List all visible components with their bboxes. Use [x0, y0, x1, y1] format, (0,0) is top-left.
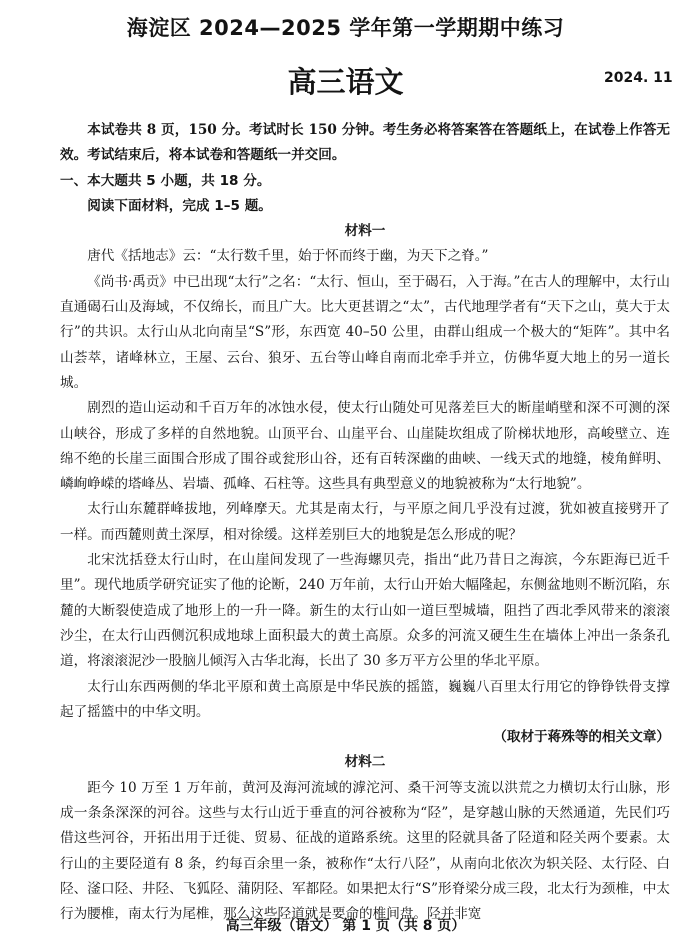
- material-one-title: 材料一: [344, 223, 386, 240]
- paragraph: 太行山东麓群峰拔地，列峰摩天。尤其是南太行，与平原之间几乎没有过渡，犹如被直接劈开了一样。而西麓则黄土深厚，相对徐缓。这样差别巨大的地貌是怎么形成的呢？: [60, 501, 670, 543]
- exam-title: 海淀区 2024—2025 学年第一学期期中练习: [126, 16, 565, 40]
- page-footer: 高三年级（语文） 第 1 页（共 8 页）: [225, 918, 466, 934]
- paragraph: 太行山东西两侧的华北平原和黄土高原是中华民族的摇篮，巍巍八百里太行用它的铮铮铁骨支撑起了摇篮中的中华文明。: [60, 678, 670, 720]
- subject-title: 高三语文: [287, 65, 404, 99]
- reading-instruction: 阅读下面材料，完成 1–5 题。: [87, 197, 272, 214]
- material-source: （取材于蒋殊等的相关文章）: [493, 729, 670, 746]
- exam-instructions: 本试卷共 8 页，150 分。考试时长 150 分钟。考生务必将答案答在答题纸上，在试卷上作答无效。考试结束后，将本试卷和答题纸一并交回。: [60, 122, 670, 164]
- paragraph: 《尚书·禹贡》中已出现“太行”之名：“太行、恒山，至于碣石，入于海。”在古人的理解中，太行山直通碣石山及海域，不仅绵长，而且广大。比大更甚谓之“太”，古代地理学者有“天下之山，莫大于太行”的共识。太行山从北向南呈“S”形，东西宽 40–50 公里，由群山组成一个极大的“矩阵”。其中名山荟萃，诸峰林立，王屋、云台、狼牙、五台等山峰自南而北牵手并立，仿佛华夏大地上的另一道长城。: [60, 273, 670, 391]
- exam-body: [60, 118, 670, 928]
- paragraph: 北宋沈括登太行山时，在山崖间发现了一些海螺贝壳，指出“此乃昔日之海滨，今东距海已近千里”。现代地质学研究证实了他的论断，240 万年前，太行山开始大幅隆起，东侧盆地则不断沉陷，东麓的大断裂使造成了地形上的一升一降。新生的太行山如一道巨型城墙，阻挡了西北季风带来的滚滚沙尘，在太行山西侧沉积成地球上面积最大的黄土高原。众多的河流又硬生生在墙体上冲出一条条孔道，将滚滚泥沙一股脑儿倾泻入古华北海，长出了 30 多万平方公里的华北平原。: [60, 552, 670, 670]
- section-heading: 一、本大题共 5 小题，共 18 分。: [60, 172, 271, 189]
- exam-date: 2024. 11: [604, 70, 673, 86]
- paragraph: 剧烈的造山运动和千百万年的冰蚀水侵，使太行山随处可见落差巨大的断崖峭壁和深不可测的深山峡谷，形成了多样的自然地貌。山顶平台、山崖平台、山崖陡坎组成了阶梯状地形，高峻壁立、连绵不绝的长崖三面围合形成了围谷或瓮形山谷，还有百转深幽的曲峡、一线天式的地缝，棱角鲜明、嶙峋峥嵘的塔峰丛、岩墙、孤峰、石柱等。这些具有典型意义的地貌被称为“太行地貌”。: [60, 400, 670, 493]
- material-two-title: 材料二: [344, 754, 386, 771]
- paragraph: 距今 10 万至 1 万年前，黄河及海河流域的滹沱河、桑干河等支流以洪荒之力横切太行山脉，形成一条条深深的河谷。这些与太行山近于垂直的河谷被称为“陉”，是穿越山脉的天然通道，先民们巧借这些河谷，开拓出用于迁徙、贸易、征战的道路系统。这里的陉就具备了陉道和陉关两个要素。太行山的主要陉道有 8 条，约每百余里一条，被称作“太行八陉”，从南向北依次为轵关陉、太行陉、白陉、滏口陉、井陉、飞狐陉、蒲阴陉、军都陉。如果把太行“S”形脊梁分成三段，北太行为颈椎，中太行为腰椎，南太行为尾椎，那么这些陉道就是要命的椎间盘。陉并非宽: [60, 779, 670, 923]
- paragraph: 唐代《括地志》云：“太行数千里，始于怀而终于幽，为天下之脊。”: [87, 248, 489, 265]
